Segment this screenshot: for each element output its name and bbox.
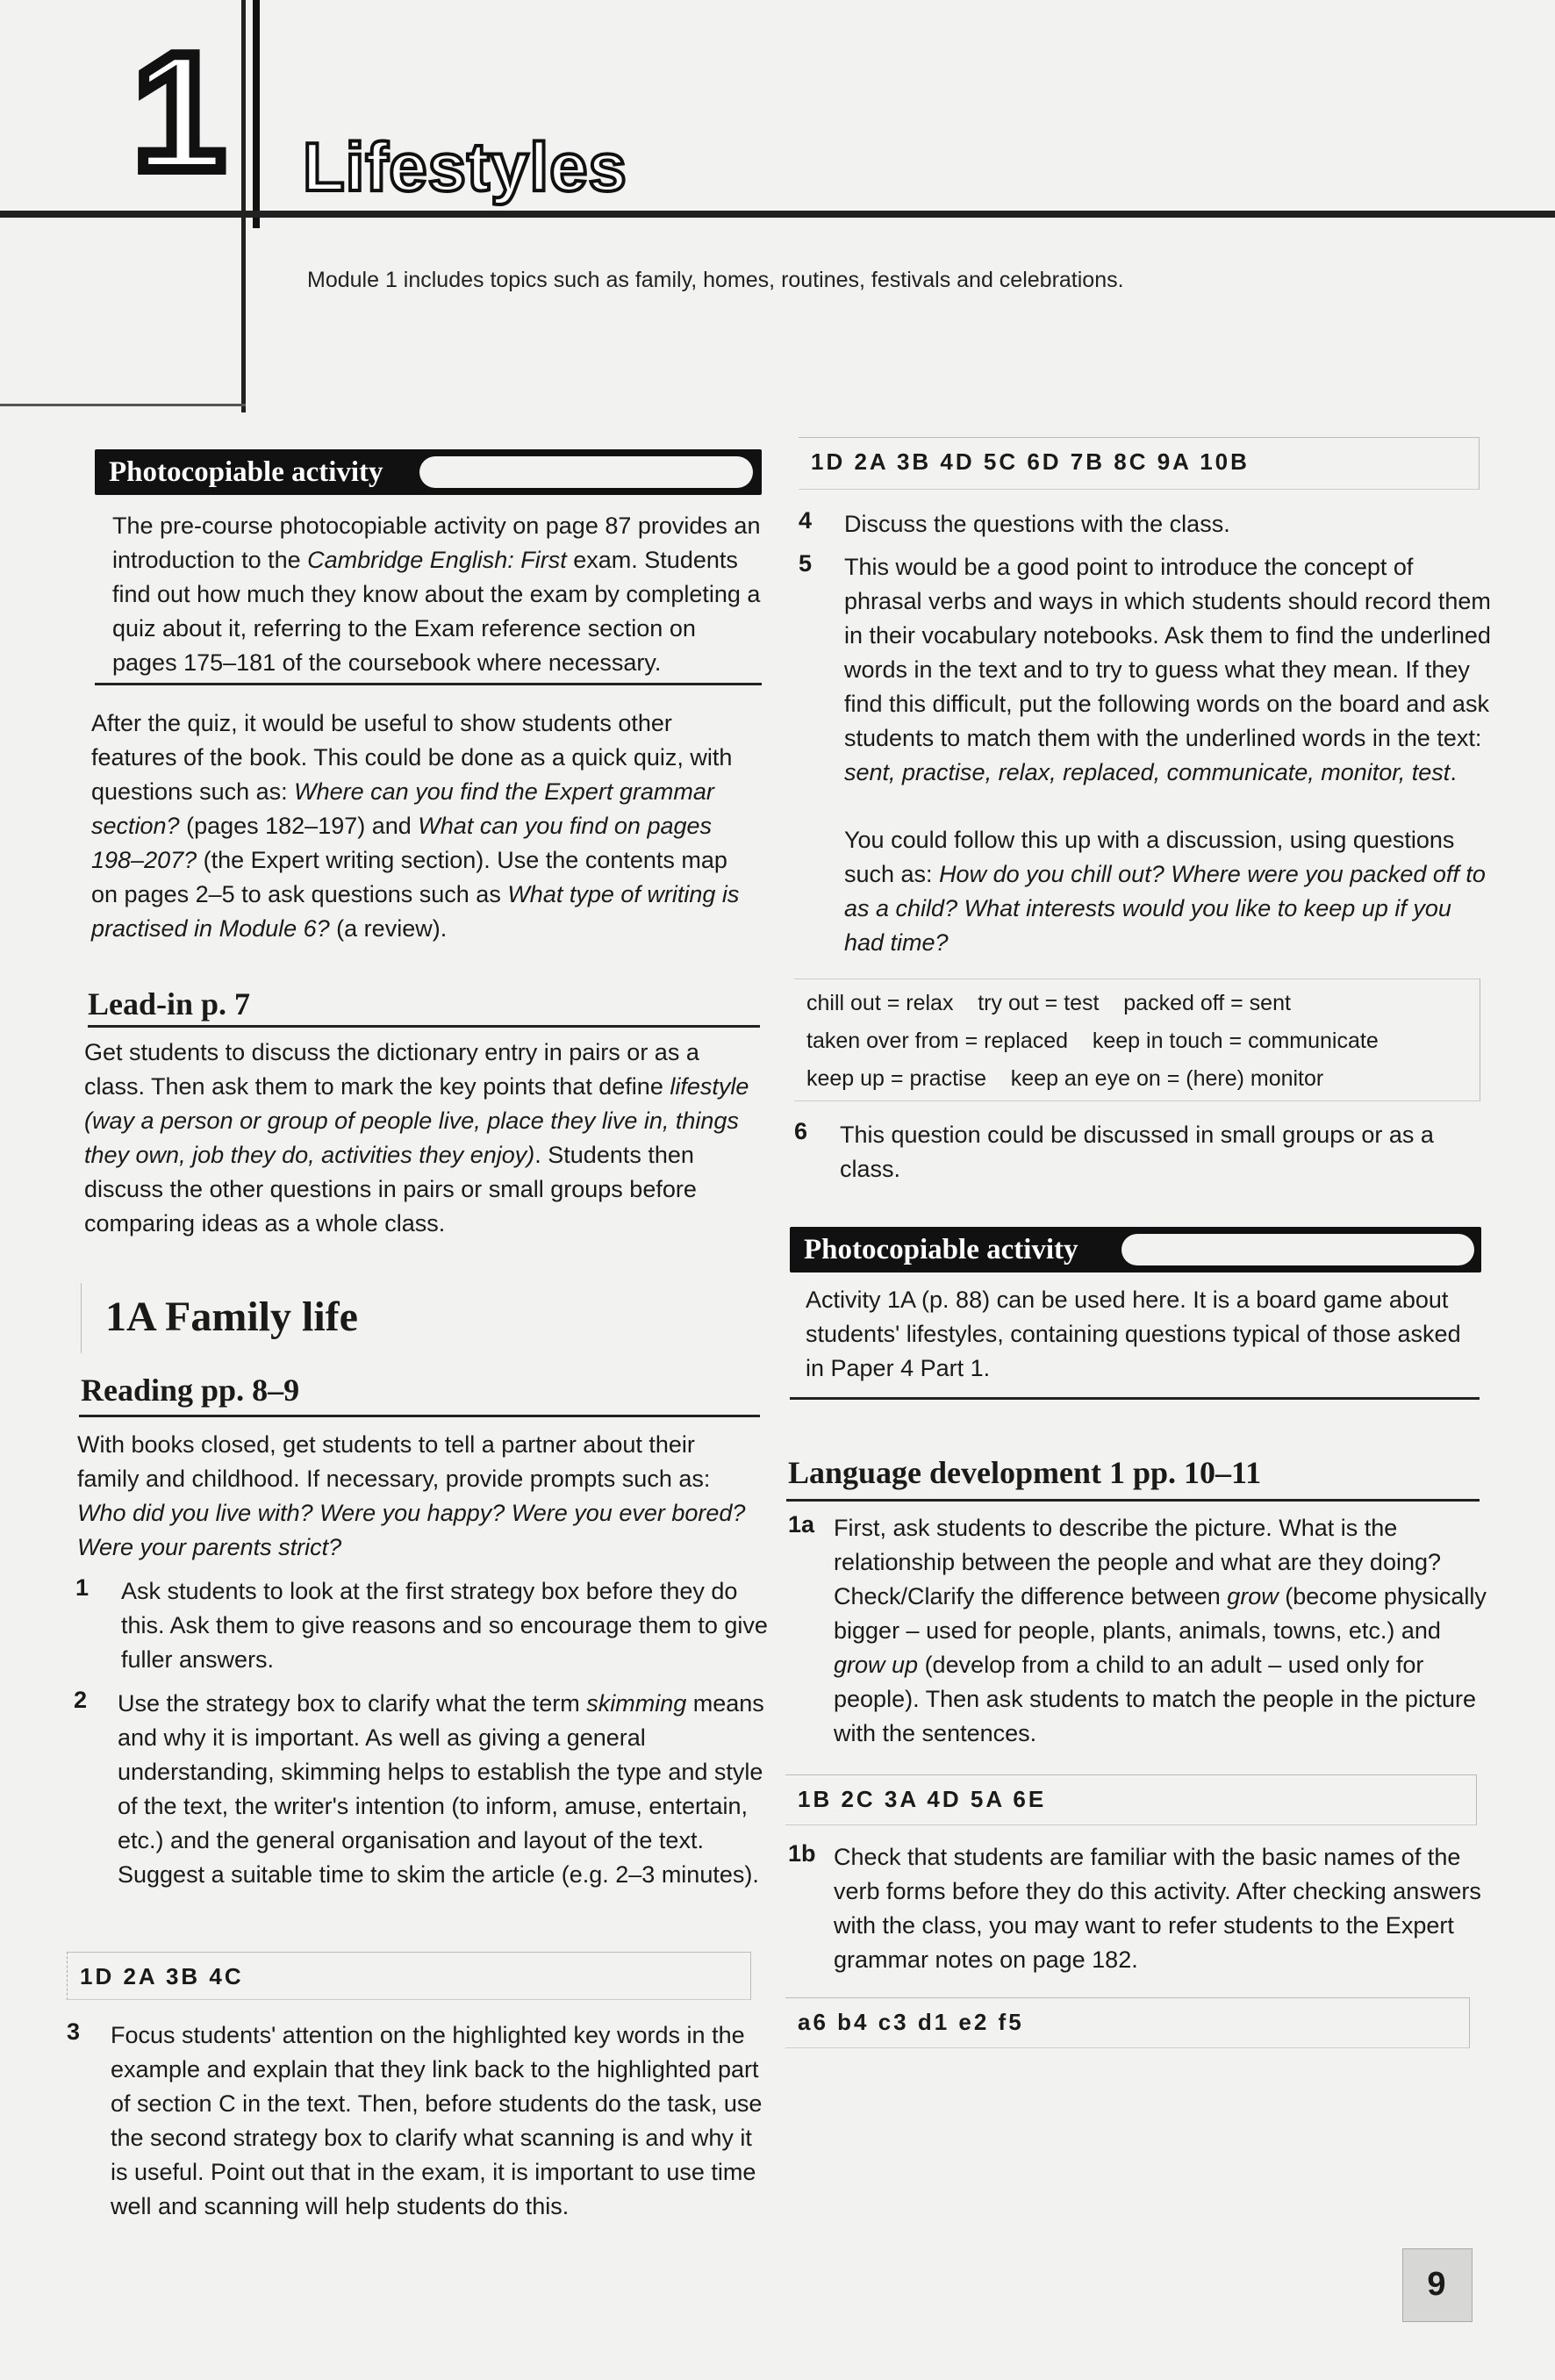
reading-item-4: 4 Discuss the questions with the class. [799,507,1230,537]
langdev-item-1b: 1b Check that students are familiar with the basic names of the verb forms before they do this activity. After checking answers with the class, you may want to refer students to the Expert grammar notes on page 182. [788,1840,1481,1973]
answer-key: 1D 2A 3B 4C [67,1952,751,2000]
photocopiable-band-2 [790,1227,1481,1272]
leadin-heading: Lead-in p. 7 [88,986,251,1022]
answer-key: 1B 2C 3A 4D 5A 6E [785,1774,1477,1825]
follow-up-paragraph: You could follow this up with a discussion, using questions such as: How do you chill out? Where were you packed off to as a child? What interests would you like to keep up if you had time? [844,827,1486,956]
photocopiable-label: Photocopiable activity [804,1234,1078,1265]
module-intro: Module 1 includes topics such as family, homes, routines, festivals and celebrations. [307,268,1124,292]
photocopiable-band-1 [95,449,762,495]
divider [88,1025,760,1028]
divider [786,1499,1480,1502]
divider [79,1415,760,1417]
unit-title: Lifestyles [303,128,627,205]
language-development-heading: Language development 1 pp. 10–11 [788,1455,1262,1490]
photocopiable-label: Photocopiable activity [109,456,383,488]
header-vertical-rule [241,0,246,412]
langdev-item-1a: 1a First, ask students to describe the picture. What is the relationship between the people and what are they doing? Check/Clarify the difference between grow (become physically bigger – used for people, plants, animals, towns, etc.) and grow up (develop from a child to an adult – used only for people). Then ask students to match the people in the picture with the sentences. [788,1511,1487,1746]
phrasal-verb-matches [794,979,1480,1101]
reading-item-1: 1 Ask students to look at the first strategy box before they do this. Ask them to give reasons and so encourage them to give fuller answers. [75,1574,768,1673]
reading-item-5: 5 This would be a good point to introduce the concept of phrasal verbs and ways in which students should record them in their vocabulary notebooks. Ask them to find the underlined words in the text and to try to guess what they mean. If they find this difficult, put the following words on the board and ask students to match them with the underlined words in the text: sent, practise, relax, replaced, communicate, monitor, test. [799,550,1491,785]
photocopiable-text-2: Activity 1A (p. 88) can be used here. It is a board game about students' lifestyles, containing questions typical of those asked in Paper 4 Part 1. [806,1287,1461,1381]
divider [790,1397,1480,1400]
reading-item-6: 6 This question could be discussed in small groups or as a class. [794,1118,1434,1182]
section-title: 1A Family life [105,1294,358,1340]
divider [95,683,762,685]
after-quiz-paragraph: After the quiz, it would be useful to show students other features of the book. This could be done as a quick quiz, with questions such as: Where can you find the Expert grammar section? (pages 182–197) and What can you find on pages 198–207? (the Expert writing section). Use the contents map on pages 2–5 to ask questions such as What type of writing is practised in Module 6? (a review). [91,710,740,942]
header-corner-rule [0,404,246,406]
header-vertical-rule-bold [253,0,260,228]
reading-item-2: 2 Use the strategy box to clarify what the term skimming means and why it is important. As well as giving a general understanding, skimming helps to establish the type and style of the text, the writer's intention (to inform, amuse, entertain, etc.) and the general organisation and layout of the text. Suggest a suitable time to skim the article (e.g. 2–3 minutes). [74,1687,764,1888]
page-number: 9 [1427,2266,1446,2303]
leadin-paragraph: Get students to discuss the dictionary entry in pairs or as a class. Then ask them to mark the key points that define lifestyle (way a person or group of people live, place they live in, things they own, job they do, activities they enjoy). Students then discuss the other questions in pairs or small groups before comparing ideas as a whole class. [84,1039,749,1237]
answer-key: a6 b4 c3 d1 e2 f5 [785,1997,1470,2048]
match-line: taken over from = replaced keep in touch = communicate [806,1029,1379,1053]
unit-number: 1 [133,19,226,205]
header-rule [0,211,1555,218]
reading-intro: With books closed, get students to tell a partner about their family and childhood. If necessary, provide prompts such as: Who did you live with? Were you happy? Were you ever bored? Were your parents strict? [77,1431,746,1560]
match-line: chill out = relax try out = test packed off = sent [806,991,1291,1015]
match-line: keep up = practise keep an eye on = (here) monitor [806,1066,1324,1091]
reading-item-3: 3 Focus students' attention on the highlighted key words in the example and explain that they link back to the highlighted part of section C in the text. Then, before students do the task, use the second strategy box to clarify what scanning is and why it is useful. Point out that in the exam, it is important to use time well and scanning will help students do this. [67,2018,763,2219]
photocopiable-text-1: The pre-course photocopiable activity on page 87 provides an introduction to the Cambridge English: First exam. Students find out how much they know about the exam by completing a quiz about it, referring to the Exam reference section on pages 175–181 of the coursebook where necessary. [112,513,761,676]
section-title-mark [81,1283,89,1353]
answer-key: 1D 2A 3B 4D 5C 6D 7B 8C 9A 10B [799,437,1480,490]
reading-heading: Reading pp. 8–9 [81,1373,300,1408]
